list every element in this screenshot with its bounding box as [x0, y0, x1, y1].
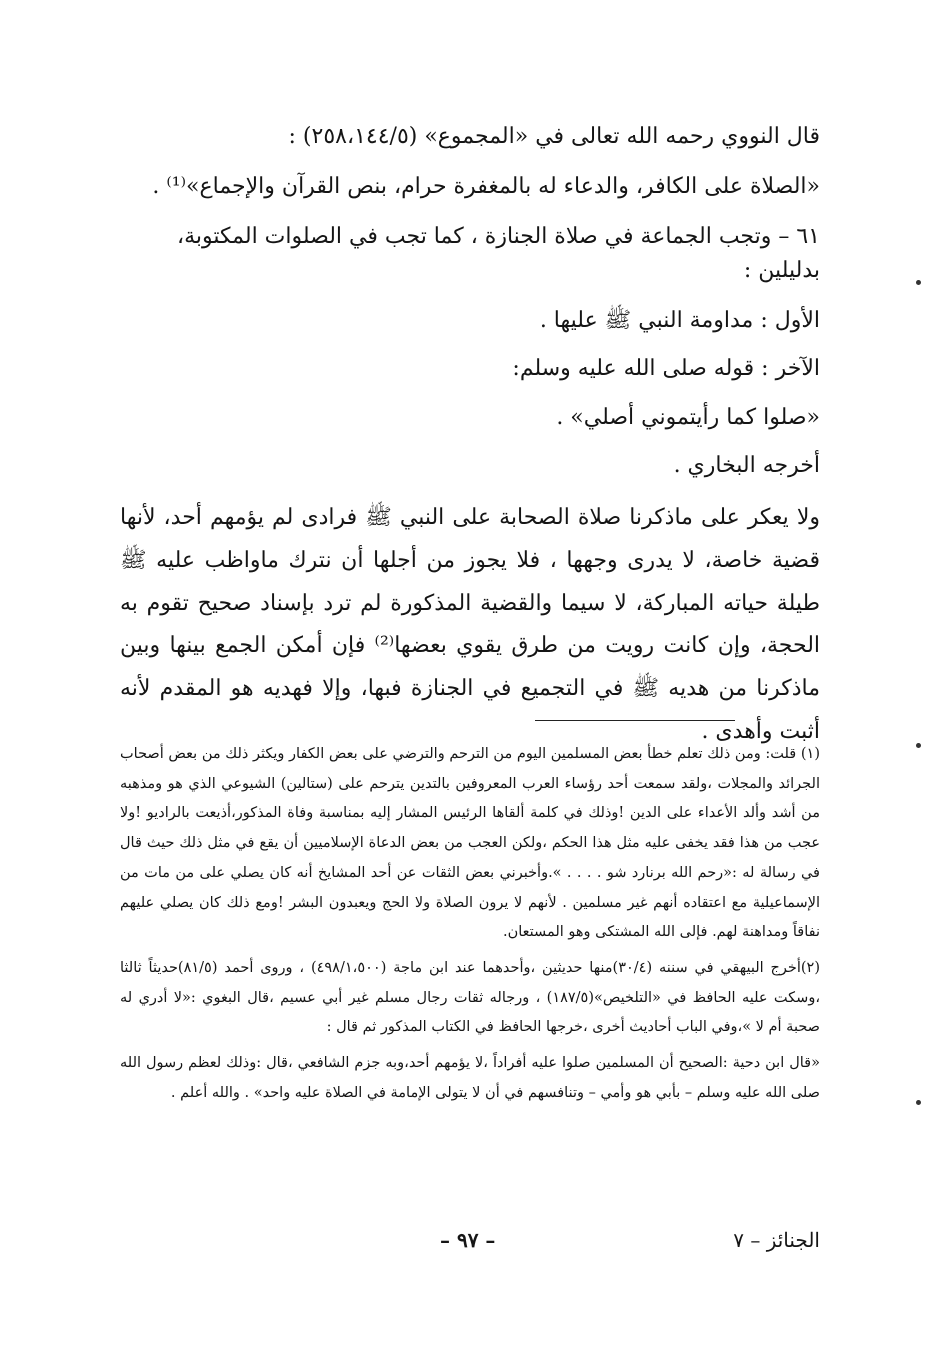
footnote-divider [535, 720, 735, 721]
first-evidence: الأول : مداومة النبي ﷺ عليها . [539, 308, 820, 334]
scan-speck [916, 1100, 921, 1105]
footnote-2: (٢)أخرج البيهقي في سننه (٣٠/٤)منها حديثين ،وأحدهما عند ابن ماجة (٤٩٨/١،٥٠٠) ، وروى أحمد (٨١/٥)حديثاً ثالثا ،وسكت عليه الحافظ في «التلخيص»(١٨٧/٥) ، ورجاله ثقات رجال مسلم غير أبي عسيم ،قال البغوي :«لا أدري له صحبة أم لا »،وفي الباب أحاديث أخرى ،خرجها الحافظ في الكتاب المذكور ثم قال : [120, 960, 820, 1036]
section-61-heading: ٦١ – وتجب الجماعة في صلاة الجنازة ، كما تجب في الصلوات المكتوبة، بدليلين : [176, 224, 820, 284]
second-evidence: الآخر : قوله صلى الله عليه وسلم: [512, 356, 820, 382]
hadith-source: أخرجه البخاري . [673, 452, 820, 478]
nawawi-quote: «الصلاة على الكافر، والدعاء له بالمغفرة حرام، بنص القرآن والإجماع»⁽¹⁾ . [152, 174, 820, 200]
hadith-text: «صلوا كما رأيتموني أصلي» . [556, 404, 820, 430]
main-text [120, 120, 820, 770]
page-number: – ٩٧ – [440, 1228, 496, 1252]
chapter-folio: الجنائز – ٧ [733, 1228, 820, 1252]
scan-speck [916, 280, 921, 285]
page-footer [120, 1228, 820, 1268]
footnote-1: (١) قلت: ومن ذلك تعلم خطأ بعض المسلمين اليوم من الترحم والترضي على بعض الكفار ويكثر ذلك من بعض أصحاب الجرائد والمجلات ،ولقد سمعت أحد رؤساء العرب المعروفين بالتدين يترحم على (ستالين) الشيوعي الذي هو ومذهبه من أشد وألد الأعداء على الدين !وذلك في كلمة ألقاها الرئيس المشار إليه بمناسبة وفاة المذكور،أذيعت بالراديو !ولا عجب من هذا فقد يخفى عليه مثل هذا الحكم ،ولكن العجب من بعض الدعاة الإسلاميين أن يقع في مثل ذلك حيث قال في رسالة له :«رحم الله برنارد شو . . . . ».وأخبرني بعض الثقات عن أحد المشايخ أنه كان يصلي على من مات من الإسماعيلية مع اعتقاده أنهم غير مسلمين . لأنهم لا يرون الصلاة ولا الحج ويعبدون البشر !ومع ذلك كان يصلي عليهم نفاقاً ومداهنة لهم. فإلى الله المشتكى وهو المستعان. [120, 746, 820, 941]
discussion-paragraph: ولا يعكر على ماذكرنا صلاة الصحابة على النبي ﷺ فرادى لم يؤمهم أحد، لأنها قضية خاصة، لا يدرى وجهها ، فلا يجوز من أجلها أن نترك ماواظب عليه ﷺ طيلة حياته المباركة، لا سيما والقضية المذكورة لم ترد بإسناد صحيح تقوم به الحجة، وإن كانت رويت من طرق يقوي بعضها⁽²⁾ فإن أمكن الجمع بينها وبين ماذكرنا من هديه ﷺ في التجميع في الجنازة فبها، وإلا فهديه هو المقدم لأنه أثبت وأهدى . [120, 504, 821, 745]
footnotes [120, 740, 820, 1115]
scan-speck [916, 743, 921, 748]
footnote-2-quote: «قال ابن دحية :الصحيح أن المسلمين صلوا عليه أفراداً ،لا يؤمهم أحد،وبه جزم الشافعي ،قال :وذلك لعظم رسول الله صلى الله عليه وسلم – بأبي هو وأمي – وتنافسهم في أن لا يتولى الإمامة في الصلاة عليه واحد» . والله أعلم . [120, 1055, 820, 1101]
nawawi-quote-intro: قال النووي رحمه الله تعالى في «المجموع» (٢٥٨،١٤٤/٥) : [288, 124, 820, 149]
